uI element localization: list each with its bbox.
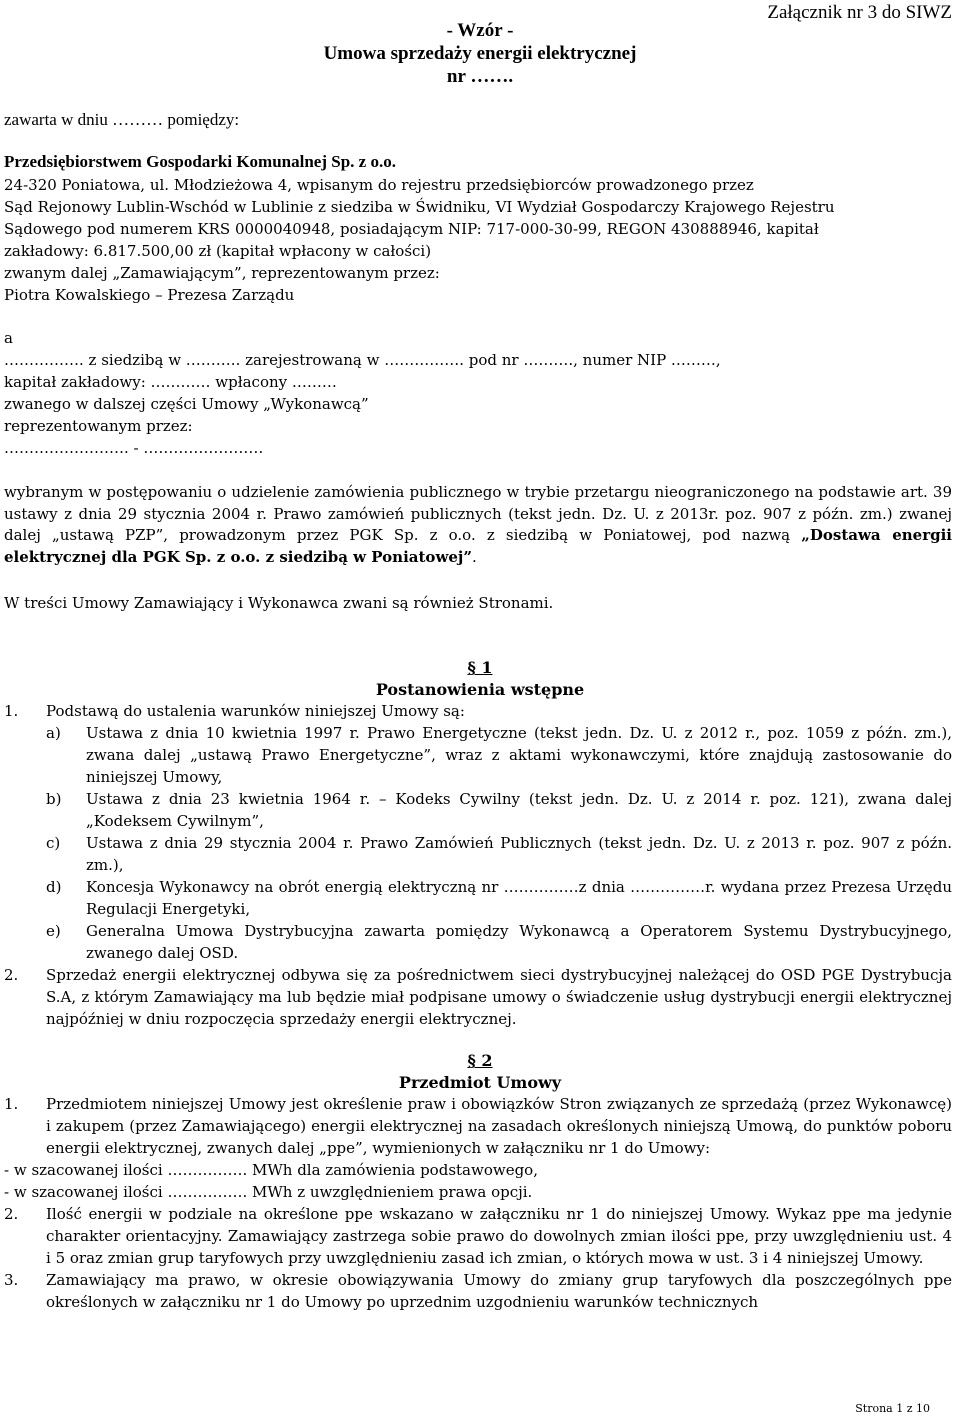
contractor-line: kapitał zakładowy: ………… wpłacony ……… xyxy=(4,373,337,391)
contract-title: Umowa sprzedaży energii elektrycznej xyxy=(323,43,637,64)
sub-item: a) Ustawa z dnia 10 kwietnia 1997 r. Prawo Energetyczne (tekst jedn. Dz. U. z 2012 r., poz. 1059 z późn. zm.), zwana dalej „ustawą Prawo Energetyczne”, wraz z aktami wykonawczymi, które znajdują zastosowanie do niniejszej Umowy, xyxy=(46,724,952,786)
contract-number: nr ……. xyxy=(446,66,514,87)
sub-item: b) Ustawa z dnia 23 kwietnia 1964 r. – Kodeks Cywilny (tekst jedn. Dz. U. z 2014 r. poz. 121), zwana dalej „Kodeksem Cywilnym”, xyxy=(46,790,952,830)
tender-name: „Dostawa energii elektrycznej dla PGK Sp. z o.o. z siedzibą w Poniatowej” xyxy=(4,526,953,566)
selection-text: wybranym w postępowaniu o udzielenie zamówienia publicznego w trybie przetargu nieograniczonego na podstawie art. 39 ustawy z dnia 29 stycznia 2004 r. Prawo zamówień publicznych (tekst jedn. Dz. U. z 2013r. poz. 907 z późn. zm.) zwanej dalej „ustawą PZP”, prowadzonym przez PGK Sp. z o.o. z siedzibą w Poniatowej, pod nazwą xyxy=(4,483,952,544)
concluded-line: zawarta w dniu ……… pomiędzy: xyxy=(4,110,240,129)
page-number: Strona 1 z 10 xyxy=(855,1402,930,1415)
list-item: 1. Podstawą do ustalenia warunków niniejszej Umowy są: xyxy=(4,702,465,720)
sub-item: d) Koncesja Wykonawcy na obrót energią elektryczną nr ……………z dnia ……………r. wydana przez Prezesa Urzędu Regulacji Energetyki, xyxy=(46,878,952,918)
contractor-line: ……………. z siedzibą w ……….. zarejestrowaną w ……………. pod nr ………., numer NIP ………, xyxy=(4,351,721,369)
sub-item: e) Generalna Umowa Dystrybucyjna zawarta pomiędzy Wykonawcą a Operatorem Systemu Dystrybucyjnego, zwanego dalej OSD. xyxy=(46,922,952,962)
and-label: a xyxy=(4,329,13,347)
sub-item: c) Ustawa z dnia 29 stycznia 2004 r. Prawo Zamówień Publicznych (tekst jedn. Dz. U. z 2013 r. poz. 907 z późn. zm.), xyxy=(46,834,952,874)
annex-label: Załącznik nr 3 do SIWZ xyxy=(767,2,952,23)
section-1-title: Postanowienia wstępne xyxy=(375,680,585,699)
section-1-symbol: § 1 xyxy=(467,658,493,677)
template-label: - Wzór - xyxy=(446,20,514,41)
list-item: 2. Sprzedaż energii elektrycznej odbywa się za pośrednictwem sieci dystrybucyjnej należącej do OSD PGE Dystrybucja S.A, z którym Zamawiający ma lub będzie miał podpisane umowy o świadczenie usług dystrybucji energii elektrycznej najpóźniej w dniu rozpoczęcia sprzedaży energii elektrycznej. xyxy=(4,966,952,1028)
dash-item: - w szacowanej ilości ……………. MWh dla zamówienia podstawowego, xyxy=(4,1161,538,1179)
selection-end: . xyxy=(471,547,477,566)
list-item: 1. Przedmiotem niniejszej Umowy jest określenie praw i obowiązków Stron związanych ze sprzedażą (przez Wykonawcę) i zakupem (przez Zamawiającego) energii elektrycznej na zasadach określonych niniejszą Umową, do punktów poboru energii elektrycznej, zwanych dalej „ppe”, wymienionych w załączniku nr 1 do Umowy: xyxy=(4,1095,952,1157)
company-line: Sąd Rejonowy Lublin-Wschód w Lublinie z siedziba w Świdniku, VI Wydział Gospodarczy Krajowego Rejestru xyxy=(4,198,835,216)
company-line: Sądowego pod numerem KRS 0000040948, posiadającym NIP: 717-000-30-99, REGON 430888946, kapitał xyxy=(4,220,819,238)
contractor-line: ……………………. - …………………… xyxy=(4,439,264,457)
section-1-list xyxy=(4,700,952,1030)
section-2-symbol: § 2 xyxy=(467,1051,493,1070)
company-line: Piotra Kowalskiego – Prezesa Zarządu xyxy=(4,286,295,304)
section-2-title: Przedmiot Umowy xyxy=(398,1073,562,1092)
list-item: 2. Ilość energii w podziale na określone ppe wskazano w załączniku nr 1 do niniejszej Umowy. Wykaz ppe ma jedynie charakter orientacyjny. Zamawiający zastrzega sobie prawo do dowolnych zmian ilości ppe, przy uwzględnieniu ust. 4 i 5 oraz zmian grup taryfowych przy uwzględnieniu zasad ich zmian, o których mowa w ust. 3 i 4 niniejszej Umowy. xyxy=(4,1205,952,1267)
contractor-line: reprezentowanym przez: xyxy=(4,417,193,435)
company-line: zakładowy: 6.817.500,00 zł (kapitał wpłacony w całości) xyxy=(4,242,432,260)
company-name: Przedsiębiorstwem Gospodarki Komunalnej Sp. z o.o. xyxy=(4,152,396,171)
dash-item: - w szacowanej ilości ……………. MWh z uwzględnieniem prawa opcji. xyxy=(4,1183,533,1201)
selection-paragraph xyxy=(4,482,952,568)
section-2-list xyxy=(4,1093,952,1313)
company-line: zwanym dalej „Zamawiającym”, reprezentowanym przez: xyxy=(4,264,440,282)
company-line: 24-320 Poniatowa, ul. Młodzieżowa 4, wpisanym do rejestru przedsiębiorców prowadzonego przez xyxy=(4,176,754,194)
parties-line: W treści Umowy Zamawiający i Wykonawca zwani są również Stronami. xyxy=(4,594,554,612)
list-item: 3. Zamawiający ma prawo, w okresie obowiązywania Umowy do zmiany grup taryfowych dla poszczególnych ppe określonych w załączniku nr 1 do Umowy po uprzednim uzgodnieniu warunków technicznych xyxy=(4,1271,952,1311)
contractor-line: zwanego w dalszej części Umowy „Wykonawcą” xyxy=(4,395,369,413)
